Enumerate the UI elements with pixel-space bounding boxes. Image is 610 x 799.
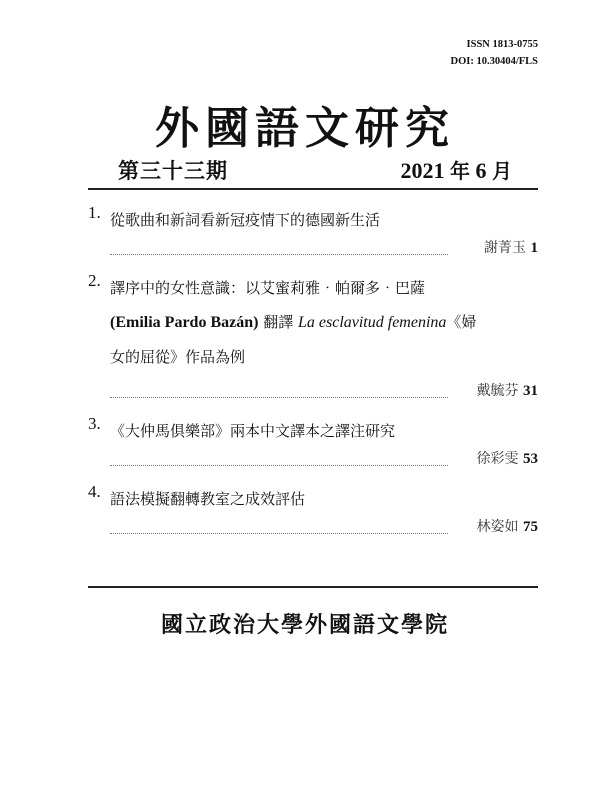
title-latin: (Emilia Pardo Bazán) — [110, 314, 259, 331]
toc-entry-4[interactable] — [88, 482, 538, 544]
title-line-1: 譯序中的女性意識：以艾蜜莉雅‧帕爾多‧巴薩 — [110, 279, 426, 297]
toc-entry-number: 3. — [88, 414, 101, 433]
dot-leader — [110, 397, 448, 398]
issue-year: 2021 — [400, 158, 445, 183]
author-name: 戴毓芬 — [476, 383, 519, 399]
journal-identifiers — [450, 36, 538, 70]
page-number: 75 — [523, 519, 538, 535]
toc-entry-author — [484, 237, 538, 257]
page-number: 53 — [523, 451, 538, 467]
author-name: 徐彩雯 — [476, 451, 519, 467]
journal-title: 外國語文研究 — [155, 103, 455, 154]
issue-number: 第三十三期 — [118, 158, 228, 183]
toc-entry-2[interactable] — [88, 271, 538, 408]
publisher-name: 國立政治大學外國語文學院 — [160, 612, 449, 638]
author-name: 林姿如 — [476, 519, 519, 535]
toc-entry-byline — [110, 237, 538, 265]
title-line-3: 女的屈從》作品為例 — [110, 348, 246, 366]
month-char: 月 — [492, 159, 512, 183]
toc-entry-number: 4. — [88, 482, 101, 501]
toc-entry-3[interactable] — [88, 414, 538, 476]
toc-entry-author — [477, 380, 538, 400]
toc-entry-number: 2. — [88, 271, 101, 290]
issn-text: ISSN 1813-0755 — [466, 39, 538, 50]
toc-entry-byline — [110, 516, 538, 544]
toc-entry-title: 語法模擬翻轉教室之成效評估 — [110, 490, 306, 508]
toc-entry-byline — [110, 448, 538, 476]
author-name: 謝菁玉 — [484, 240, 527, 256]
page-number: 31 — [523, 383, 538, 399]
dot-leader — [110, 254, 448, 255]
dot-leader — [110, 533, 448, 534]
title-end: 《婦 — [446, 313, 477, 331]
toc-entry-title — [110, 271, 538, 374]
year-char: 年 — [450, 159, 470, 183]
toc-entry-title: 從歌曲和新詞看新冠疫情下的德國新生活 — [110, 211, 381, 229]
top-divider — [88, 188, 538, 190]
toc-entry-1[interactable] — [88, 203, 538, 265]
title-italic: La esclavitud femenina — [297, 314, 447, 331]
doi-text: DOI: 10.30404/FLS — [450, 56, 538, 67]
toc-entry-byline — [110, 380, 538, 408]
toc-entry-title: 《大仲馬俱樂部》兩本中文譯本之譯注研究 — [110, 422, 396, 440]
table-of-contents — [88, 203, 538, 544]
issue-month: 6 — [475, 158, 487, 183]
title-line-2 — [110, 305, 538, 340]
page-number: 1 — [530, 240, 538, 256]
issue-date — [401, 155, 513, 184]
title-mid: 翻譯 — [258, 313, 298, 331]
toc-entry-author — [477, 516, 538, 536]
dot-leader — [110, 465, 448, 466]
bottom-divider — [88, 586, 538, 588]
toc-entry-number: 1. — [88, 203, 101, 222]
toc-entry-author — [477, 448, 538, 468]
